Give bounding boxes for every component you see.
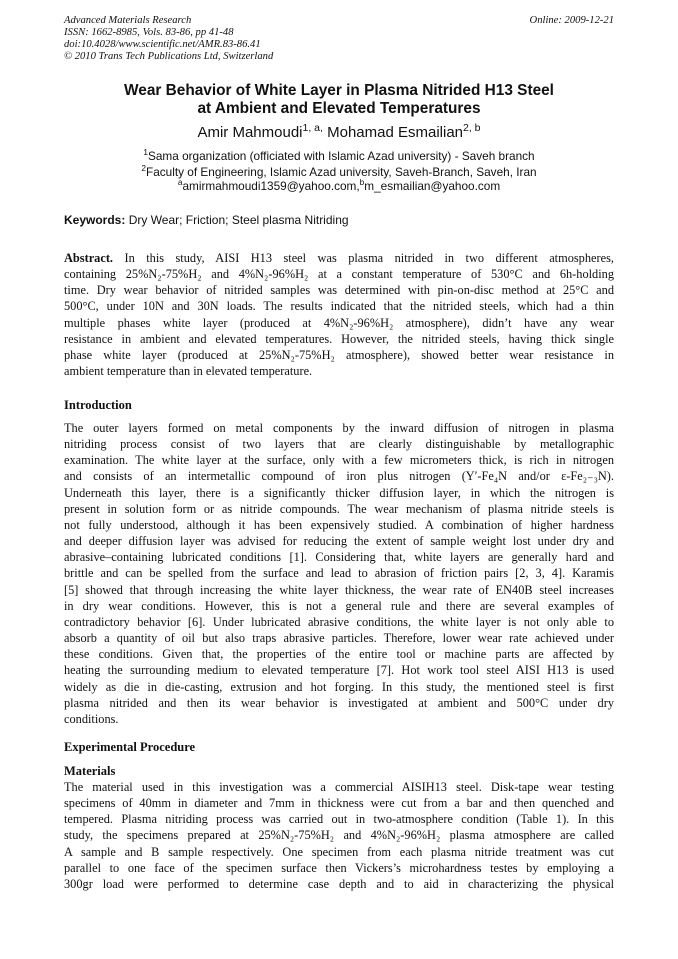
abstract-label: Abstract. [64, 251, 114, 265]
body-line: brittle and can be spelled from the surface and lead to abrasion of friction pairs [2, 3, 4]. Karamis [64, 566, 614, 581]
body-line: parallel to one face of the specimen surface then Vickers’s microhardness testes by employing a [64, 860, 614, 875]
introduction-body [64, 420, 614, 727]
copyright-line: © 2010 Trans Tech Publications Ltd, Switzerland [64, 51, 274, 62]
author-1-affil: 1, a, [302, 122, 323, 134]
abstract-line: multiple phases white layer (produced at 4%N₂-96%H₂ atmosphere), didn’t have any wear [64, 315, 614, 330]
email-2: m_esmailian@yahoo.com [364, 179, 501, 193]
body-line: these conditions. Given that, the properties of the entire tool or machine parts are affected by [64, 647, 614, 662]
keywords-label: Keywords: [64, 213, 126, 227]
body-line: The material used in this investigation was a commercial AISIH13 steel. Disk-tape wear testing [64, 780, 614, 794]
abstract: Abstract. In this study, AISI H13 steel was plasma nitrided in two different atmospheres, containing 25%N₂-75%H₂ and 4%N₂-96%H₂ at a constant temperature of 530°C and 6h-holding time. Dry wear behavior of nitrided samples was determined with pin-on-disc method at 25°C and 500°C, under 10N and 30N loads. The results indicated that the nitrided steels, which had a thin multiple phases white layer (produced at 4%N₂-96%H₂ atmosphere), didn’t have any wear resistance in ambient and elevated temperatures. However, the nitrided steels, having thick single phase white layer (produced at 25%N₂-75%H₂ atmosphere), showed better wear resistance in ambient temperature than in elevated temperature. [64, 251, 614, 379]
body-line: Underneath this layer, there is a significantly thicker diffusion layer, in which the nitrogen is [64, 485, 614, 500]
body-line: specimens of 40mm in diameter and 7mm in thickness were cut from a bar and then quenched and [64, 796, 614, 811]
title-line-1: Wear Behavior of White Layer in Plasma Nitrided H13 Steel [124, 82, 554, 99]
body-line: conditions. [64, 711, 119, 726]
body-line: examination. The white layer at the surface, only with a few micrometers thick, is rich in nitrogen [64, 453, 614, 468]
body-line: not fully understood, although it has been expensively studied. A combination of higher hardness [64, 517, 614, 532]
abstract-line: ambient temperature than in elevated temperature. [64, 364, 313, 379]
materials-subheading: Materials [64, 764, 116, 778]
issn-line: ISSN: 1662-8985, Vols. 83-86, pp 41-48 [64, 27, 234, 38]
affiliations [60, 149, 618, 195]
body-line: abrasive–containing lubricated conditions [1]. Considering that, white layers are generally hard and [64, 550, 614, 565]
body-line: absorb a quantity of oil but also traps abrasive particles. Therefore, lower wear rate achieved under [64, 631, 614, 646]
journal-name: Advanced Materials Research [64, 15, 192, 26]
body-line: study, the specimens prepared at 25%N₂-75%H₂ and 4%N₂-96%H₂ plasma atmosphere are called [64, 828, 614, 843]
author-emails: $^a$amirmahmoudi1359@yahoo.com,$^b$m_esmailian@yahoo.com [177, 178, 501, 193]
author-2: Mohamad Esmailian [322, 124, 463, 141]
paper-title [60, 82, 618, 118]
abstract-line: resistance in ambient and elevated temperatures. However, the nitrided steels, having thick single [64, 331, 614, 346]
abstract-line: time. Dry wear behavior of nitrided samples was determined with pin-on-disc method at 25°C and [64, 283, 614, 298]
body-line: tempered. Plasma nitriding process was carried out in two-atmosphere condition (Table 1). In this [64, 812, 614, 827]
body-line: A sample and B sample respectively. One specimen from each plasma nitride treatment was cut [64, 844, 614, 859]
doi-line: doi:10.4028/www.scientific.net/AMR.83-86.41 [64, 39, 261, 50]
author-list [60, 124, 618, 142]
affiliation-2: $^2$Faculty of Engineering, Islamic Azad university, Saveh-Branch, Saveh, Iran [141, 163, 537, 179]
body-line: The outer layers formed on metal components by the inward diffusion of nitrogen in plasma [64, 421, 614, 435]
keywords-text: Dry Wear; Friction; Steel plasma Nitriding [125, 213, 349, 227]
abstract-line: containing 25%N₂-75%H₂ and 4%N₂-96%H₂ at a constant temperature of 530°C and 6h-holding [64, 267, 614, 282]
abstract-line: 500°C, under 10N and 30N loads. The results indicated that the nitrided steels, which had a thin [64, 299, 614, 314]
journal-header [64, 15, 273, 63]
experimental-heading: Experimental Procedure [64, 740, 196, 754]
body-line: and deeper diffusion layer was advised for reducing the extent of sample weight lost under dry and [64, 534, 614, 549]
body-line: and consists of an intermetallic compound of iron plus nitrogen (Υ′-Fe₄N and/or ε-Fe₂₋₃N). [64, 469, 614, 484]
affiliation-1: $^1$Sama organization (officiated with Islamic Azad university) - Saveh branch [143, 148, 535, 163]
keywords [64, 213, 349, 227]
body-line: [5] showed that through increasing the white layer thickness, the wear rate of EN40B steel increases [64, 582, 614, 597]
author-1: Amir Mahmoudi [197, 124, 303, 141]
introduction-heading: Introduction [64, 398, 132, 412]
body-line: plasma nitrided and then its wear behavior is investigated at ambient and 500°C under dry [64, 695, 614, 710]
body-line: present in solution form or as nitride compounds. The wear mechanism of plasma nitride steels is [64, 501, 614, 516]
body-line: heating the surrounding medium to elevated temperature [7]. Hot work tool steel AISI H13 is used [64, 663, 614, 678]
body-line: contradictory behavior [6]. Under lubricated abrasive conditions, the white layer is not only able to [64, 614, 614, 629]
title-line-2: at Ambient and Elevated Temperatures [197, 100, 481, 117]
body-line: widely as die in die-casting, extrusion and hot forging. In this study, the mentioned steel is first [64, 679, 614, 694]
materials-body [64, 779, 614, 892]
email-1: amirmahmoudi1359@yahoo.com, [182, 179, 360, 193]
body-line: 300gr load were performed to determine case depth and to aid in characterizing the physical [64, 876, 614, 891]
body-line: nitriding process consist of two layers that are clearly distinguishable by metallographic [64, 437, 614, 452]
author-2-affil: 2, b [463, 122, 481, 134]
abstract-line: phase white layer (produced at 25%N₂-75%H₂ atmosphere), showed better wear resistance in [64, 347, 614, 362]
body-line: in dry wear conditions. However, this is not a general rule and there are several examples of [64, 598, 614, 613]
online-date: Online: 2009-12-21 [529, 15, 614, 26]
